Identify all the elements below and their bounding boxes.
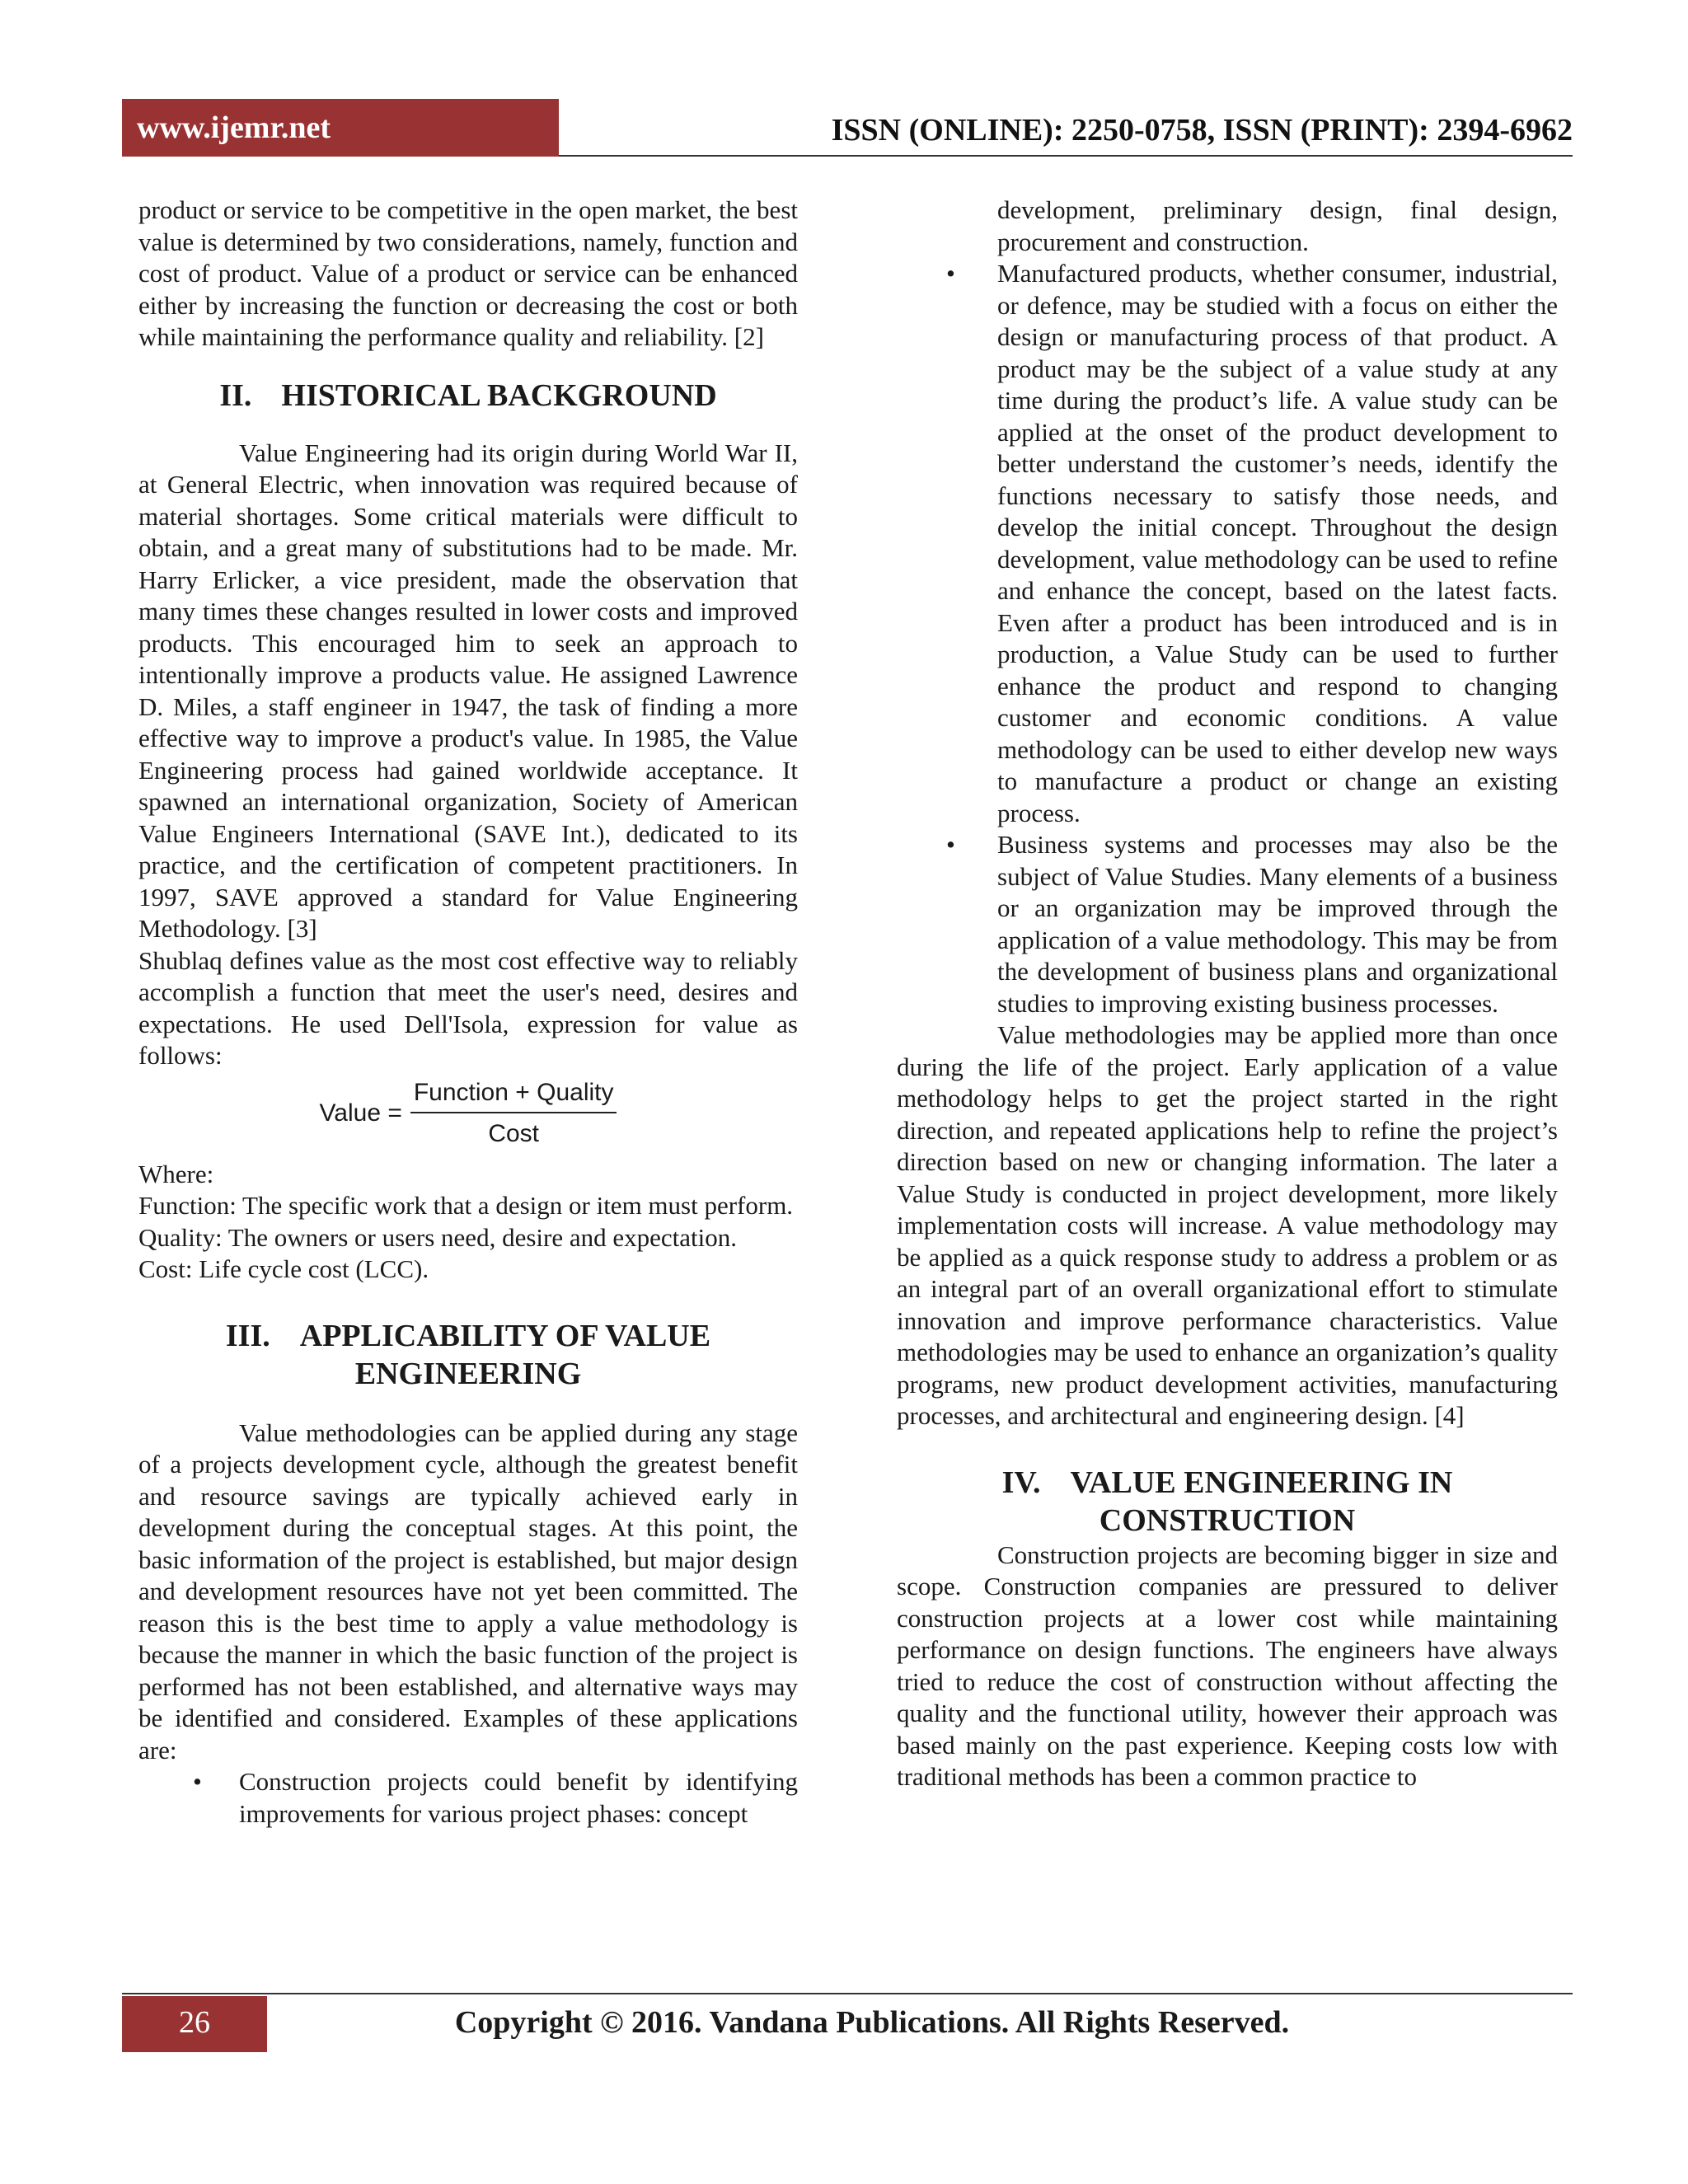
section-title-line2: CONSTRUCTION: [1099, 1502, 1356, 1538]
where-label: Where:: [138, 1159, 214, 1188]
page-header: [122, 99, 1573, 157]
intro-paragraph: product or service to be competitive in the open market, the best value is determined by two considerations, namely, function and cost of product. Value of a product or service can be enhanced either by increasing the function or decreasing the cost or both while maintaining the performance quality and reliability. [2]: [138, 195, 798, 351]
journal-website: www.ijemr.net: [122, 99, 559, 157]
section-heading-applicability: [138, 1317, 798, 1393]
history-paragraph: Value Engineering had its origin during World War II, at General Electric, when innovation was required because of material shortages. Some critical materials were difficult to obtain, and a great many of substitutions had to be made. Mr. Harry Erlicker, a vice president, made the observation that many times these changes resulted in lower costs and improved products. This encouraged him to seek an approach to intentionally improve a products value. He assigned Lawrence D. Miles, a staff engineer in 1947, the task of finding a more effective way to improve a product's value. In 1985, the Value Engineering process had gained worldwide acceptance. It spawned an international organization, Society of American Value Engineers International (SAVE Int.), dedicated to its practice, and the certification of competent practitioners. In 1997, SAVE approved a standard for Value Engineering Methodology. [3]: [138, 438, 798, 943]
section-heading-construction: [897, 1464, 1558, 1540]
section-number: IV.: [1001, 1465, 1041, 1500]
applications-list: [138, 1766, 798, 1830]
construction-paragraph: Construction projects are becoming bigger in size and scope. Construction companies are pressured to deliver construction projects at a lower cost while maintaining performance on design functions. The engineers have always tried to reduce the cost of construction without affecting the quality and the functional utility, however their approach was based mainly on the past experience. Keeping costs low with traditional methods has been a common practice to: [897, 1540, 1558, 1791]
right-column: [897, 194, 1558, 1793]
page-footer: [122, 1993, 1573, 2052]
header-rule: [559, 155, 1573, 157]
section-title-line1: VALUE ENGINEERING IN: [1070, 1465, 1453, 1500]
applications-list-continued: [897, 194, 1558, 1019]
section-number: II.: [219, 377, 252, 413]
formula-numerator: Function + Quality: [410, 1077, 617, 1114]
formula-lhs: Value =: [319, 1099, 402, 1127]
bullet-icon: •: [946, 830, 955, 859]
section-title-line2: ENGINEERING: [354, 1356, 582, 1391]
definition-cost: Cost: Life cycle cost (LCC).: [138, 1254, 429, 1283]
bullet-icon: •: [193, 1767, 202, 1796]
list-item: • Business systems and processes may also be the subject of Value Studies. Many elements of a business or an organization may be improved through the application of a value methodology. This may be from the development of business plans and organizational studies to improving existing business processes.: [946, 830, 1558, 1018]
list-item: development, preliminary design, final design, procurement and construction.: [997, 195, 1558, 256]
shublaq-paragraph: Shublaq defines value as the most cost effective way to reliably accomplish a function that meet the user's need, desires and expectations. He used Dell'Isola, expression for value as follows:: [138, 945, 798, 1070]
methodologies-paragraph: Value methodologies may be applied more than once during the life of the project. Early application of a value methodology helps to get the project started in the right direction, and repeated applications help to refine the project’s direction based on new or changing information. The later a Value Study is conducted in project development, more likely implementation costs will increase. A value methodology may be applied as a quick response study to address a problem or as an integral part of an overall organizational effort to stimulate innovation and improve performance characteristics. Value methodologies may be used to enhance an organization’s quality programs, new product development activities, manufacturing processes, and architectural and engineering design. [4]: [897, 1020, 1558, 1430]
definition-function: Function: The specific work that a design or item must perform.: [138, 1191, 794, 1220]
section-number: III.: [225, 1318, 270, 1353]
list-item: • Construction projects could benefit by identifying improvements for various project phases: concept: [193, 1767, 798, 1828]
formula-denominator: Cost: [488, 1120, 540, 1147]
value-formula: [138, 1077, 798, 1151]
issn-line: ISSN (ONLINE): 2250-0758, ISSN (PRINT): 2394-6962: [831, 113, 1573, 148]
section-title-line1: APPLICABILITY OF VALUE: [299, 1318, 711, 1353]
bullet-icon: •: [946, 259, 955, 288]
section-heading-historical: [138, 377, 798, 415]
applicability-paragraph: Value methodologies can be applied during any stage of a projects development cycle, although the greatest benefit and resource savings are typically achieved early in development during the conceptual stages. At this point, the basic information of the project is established, but major design and development resources have not yet been committed. The reason this is the best time to apply a value methodology is because the manner in which the basic function of the project is performed has not been established, and alternative ways may be identified and considered. Examples of these applications are:: [138, 1418, 798, 1765]
copyright-notice: Copyright © 2016. Vandana Publications. All Rights Reserved.: [454, 2005, 1290, 2040]
formula-fraction: [410, 1077, 617, 1151]
page-number: 26: [122, 1996, 267, 2052]
footer-rule: [122, 1993, 1573, 1994]
section-title: HISTORICAL BACKGROUND: [281, 377, 717, 413]
definition-quality: Quality: The owners or users need, desire and expectation.: [138, 1222, 737, 1252]
list-item: • Manufactured products, whether consumer, industrial, or defence, may be studied with a focus on either the design or manufacturing process of that product. A product may be the subject of a value study at any time during the product’s life. A value study can be applied at the onset of the product development to better understand the customer’s needs, identify the functions necessary to satisfy those needs, and develop the initial concept. Throughout the design development, value methodology can be used to refine and enhance the concept, based on the latest facts. Even after a product has been introduced and is in production, a Value Study can be used to further enhance the product and respond to changing customer and economic conditions. A value methodology can be used to either develop new ways to manufacture a product or change an existing process.: [946, 259, 1558, 827]
left-column: [138, 194, 798, 1830]
